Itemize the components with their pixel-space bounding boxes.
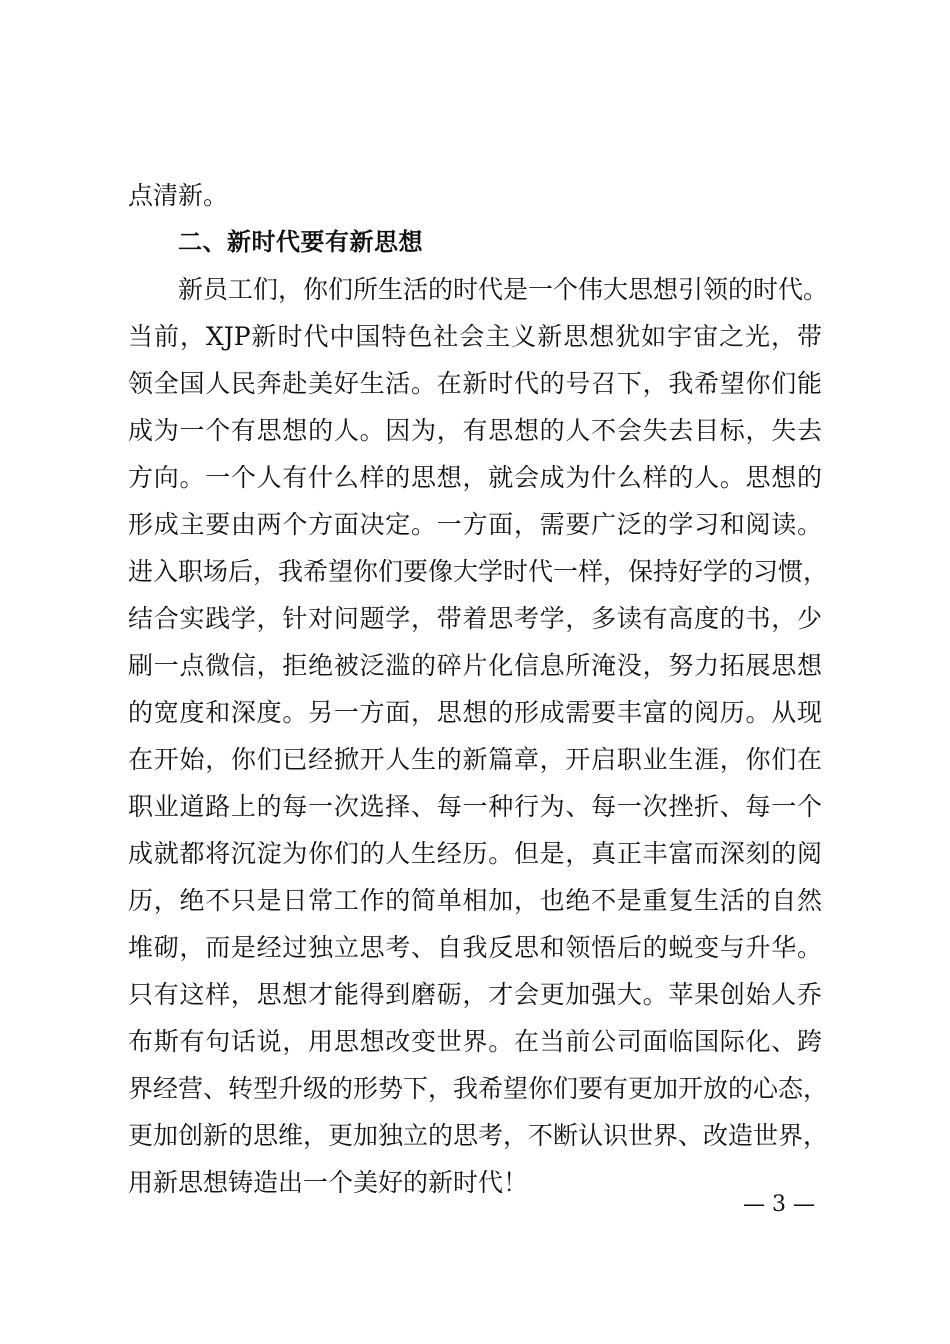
text-line: 进入职场后，我希望你们要像大学时代一样，保持好学的习惯， [128,557,829,586]
paragraph-first-line: 新员工们，你们所生活的时代是一个伟大思想引领的时代。 [178,275,829,304]
page-number: — 3 — [743,1192,815,1217]
text-line: 结合实践学，针对问题学，带着思考学，多读有高度的书，少 [128,604,822,633]
text-line: 当前，XJP新时代中国特色社会主义新思想犹如宇宙之光，带 [128,322,822,351]
body-text [128,172,829,1206]
text-line: 界经营、转型升级的形势下，我希望你们要有更加开放的心态， [128,1074,829,1103]
text-line: 成为一个有思想的人。因为，有思想的人不会失去目标，失去 [128,416,822,445]
text-line-last: 用新思想铸造出一个美好的新时代！ [128,1168,529,1197]
text-line: 领全国人民奔赴美好生活。在新时代的号召下，我希望你们能 [128,369,822,398]
text-line: 刷一点微信，拒绝被泛滥的碎片化信息所淹没，努力拓展思想 [128,651,822,680]
text-line-continuation: 点清新。 [128,181,229,210]
text-line: 历，绝不只是日常工作的简单相加，也绝不是重复生活的自然 [128,886,822,915]
text-line: 更加创新的思维，更加独立的思考，不断认识世界、改造世界， [128,1121,829,1150]
text-line: 在开始，你们已经掀开人生的新篇章，开启职业生涯，你们在 [128,745,822,774]
text-line: 布斯有句话说，用思想改变世界。在当前公司面临国际化、跨 [128,1027,822,1056]
text-line: 方向。一个人有什么样的思想，就会成为什么样的人。思想的 [128,463,822,492]
section-heading: 二、新时代要有新思想 [178,228,423,256]
text-line: 只有这样，思想才能得到磨砺，才会更加强大。苹果创始人乔 [128,980,822,1009]
text-line: 堆砌，而是经过独立思考、自我反思和领悟后的蜕变与升华。 [128,933,822,962]
text-line: 成就都将沉淀为你们的人生经历。但是，真正丰富而深刻的阅 [128,839,822,868]
text-line: 的宽度和深度。另一方面，思想的形成需要丰富的阅历。从现 [128,698,822,727]
text-line: 形成主要由两个方面决定。一方面，需要广泛的学习和阅读。 [128,510,822,539]
text-line: 职业道路上的每一次选择、每一种行为、每一次挫折、每一个 [128,792,822,821]
